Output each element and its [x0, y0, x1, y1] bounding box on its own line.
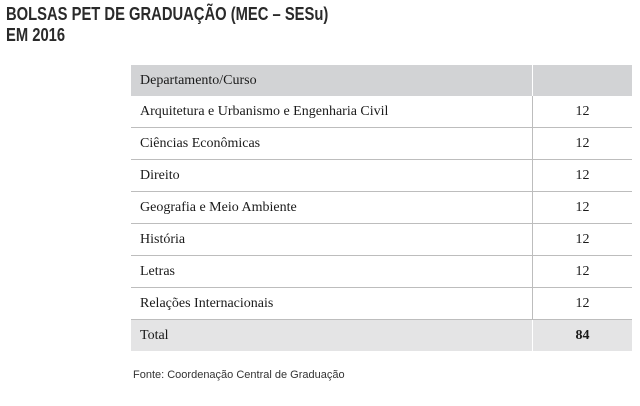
row-department: Ciências Econômicas: [131, 128, 533, 160]
total-row: [131, 320, 632, 352]
row-department: Relações Internacionais: [131, 288, 533, 320]
row-value: 12: [533, 192, 633, 224]
row-department: Arquitetura e Urbanismo e Engenharia Civil: [131, 96, 533, 128]
table-row: [131, 288, 632, 320]
row-value: 12: [533, 224, 633, 256]
row-value: 12: [533, 288, 633, 320]
row-department: Letras: [131, 256, 533, 288]
table-row: [131, 192, 632, 224]
table-row: [131, 224, 632, 256]
total-value: 84: [533, 320, 633, 352]
table-row: [131, 256, 632, 288]
page-title: [6, 4, 328, 46]
column-header-value: [533, 65, 633, 96]
row-department: Geografia e Meio Ambiente: [131, 192, 533, 224]
row-value: 12: [533, 96, 633, 128]
row-value: 12: [533, 128, 633, 160]
row-department: Direito: [131, 160, 533, 192]
source-note: Fonte: Coordenação Central de Graduação: [133, 369, 345, 381]
row-value: 12: [533, 256, 633, 288]
table-row: [131, 96, 632, 128]
column-header-department: Departamento/Curso: [131, 65, 533, 96]
scholarship-table: [131, 65, 632, 351]
table-header-row: [131, 65, 632, 96]
title-line-2: EM 2016: [6, 25, 66, 45]
table-row: [131, 128, 632, 160]
total-label: Total: [131, 320, 533, 352]
table-row: [131, 160, 632, 192]
title-line-1: BOLSAS PET DE GRADUAÇÃO (MEC – SESu): [6, 4, 329, 24]
row-department: História: [131, 224, 533, 256]
row-value: 12: [533, 160, 633, 192]
